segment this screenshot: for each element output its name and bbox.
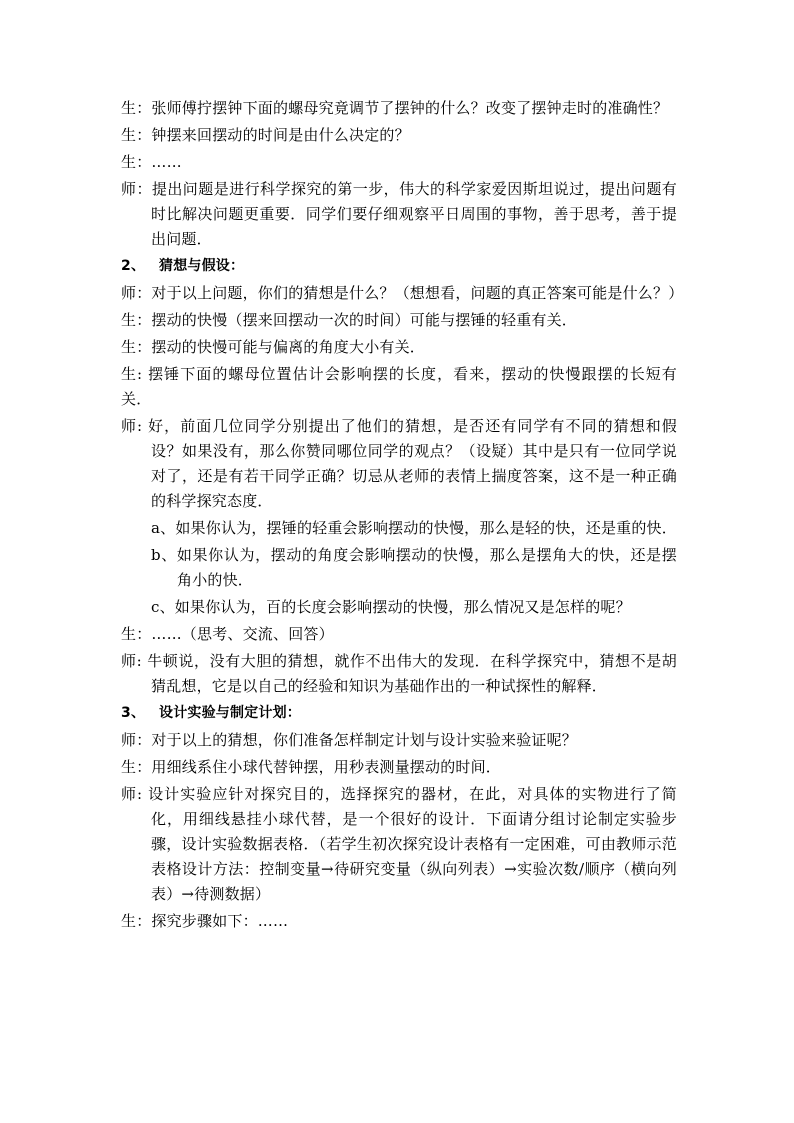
paragraph-student-guess-length: 生: 摆锤下面的螺母位置估计会影响摆的长度，看来，摆动的快慢跟摆的长短有关． xyxy=(121,365,677,408)
section-heading-design xyxy=(121,701,677,726)
paragraph-teacher-discuss-guesses: 师: 好，前面几位同学分别提出了他们的猜想，是否还有同学有不同的猜想和假设？如果没有，那么你赞同哪位同学的观点？（设疑）其中是只有一位同学说对了，还是有若干同学正确？切忌从老师的表情上揣度答案，这不是一种正确的科学探究态度． xyxy=(121,417,677,510)
paragraph-student-steps: 生：探究步骤如下：…… xyxy=(121,912,289,930)
section-heading-hypothesis xyxy=(121,254,677,279)
section-number: 3、 xyxy=(121,705,146,721)
paragraph-teacher-raise-question: 师：提出问题是进行科学探究的第一步，伟大的科学家爱因斯坦说过，提出问题有时比解决问题更重要．同学们要仔细观察平日周围的事物，善于思考，善于提出问题． xyxy=(121,180,677,248)
paragraph-teacher-design: 师: 设计实验应针对探究目的，选择探究的器材，在此，对具体的实物进行了简化，用细线悬挂小球代替，是一个很好的设计．下面请分组讨论制定实验步骤，设计实验数据表格．（若学生初次探究设计表格有一定困难，可由教师示范表格设计方法：控制变量→待研究变量（纵向列表）→实验次数/顺序（横向列表）→待测数据） xyxy=(121,785,677,903)
list-item-a: a、如果你认为，摆锤的轻重会影响摆动的快慢，那么是轻的快，还是重的快． xyxy=(151,519,677,537)
paragraph-teacher-ask-guess: 师：对于以上问题，你们的猜想是什么？（想想看，问题的真正答案可能是什么？） xyxy=(121,284,684,302)
list-item-b: b、如果你认为，摆动的角度会影响摆动的快慢，那么是摆角大的快，还是摆角小的快． xyxy=(151,546,677,589)
list-item-c: c、如果你认为，百的长度会影响摆动的快慢，那么情况又是怎样的呢？ xyxy=(151,598,631,616)
section-number: 2、 xyxy=(121,258,146,274)
paragraph-student-think: 生：……（思考、交流、回答） xyxy=(121,625,334,643)
paragraph-student-question-1: 生：张师傅拧摆钟下面的螺母究竟调节了摆钟的什么？改变了摆钟走时的准确性？ xyxy=(121,99,669,117)
paragraph-student-plan: 生：用细线系住小球代替钟摆，用秒表测量摆动的时间． xyxy=(121,758,502,776)
paragraph-student-question-2: 生：钟摆来回摆动的时间是由什么决定的？ xyxy=(121,126,410,144)
paragraph-teacher-plan: 师：对于以上的猜想，你们准备怎样制定计划与设计实验来验证呢？ xyxy=(121,731,578,749)
section-title: 猜想与假设： xyxy=(159,258,245,274)
paragraph-student-guess-weight: 生：摆动的快慢（摆来回摆动一次的时间）可能与摆锤的轻重有关． xyxy=(121,311,578,329)
document-body xyxy=(121,96,684,936)
paragraph-teacher-newton: 师: 牛顿说，没有大胆的猜想，就作不出伟大的发现．在科学探究中，猜想不是胡猜乱想，它是以自己的经验和知识为基础作出的一种试探性的解释． xyxy=(121,652,677,695)
paragraph-student-ellipsis: 生：…… xyxy=(121,153,182,171)
paragraph-student-guess-angle: 生：摆动的快慢可能与偏离的角度大小有关． xyxy=(121,338,426,356)
section-title: 设计实验与制定计划： xyxy=(159,705,301,721)
